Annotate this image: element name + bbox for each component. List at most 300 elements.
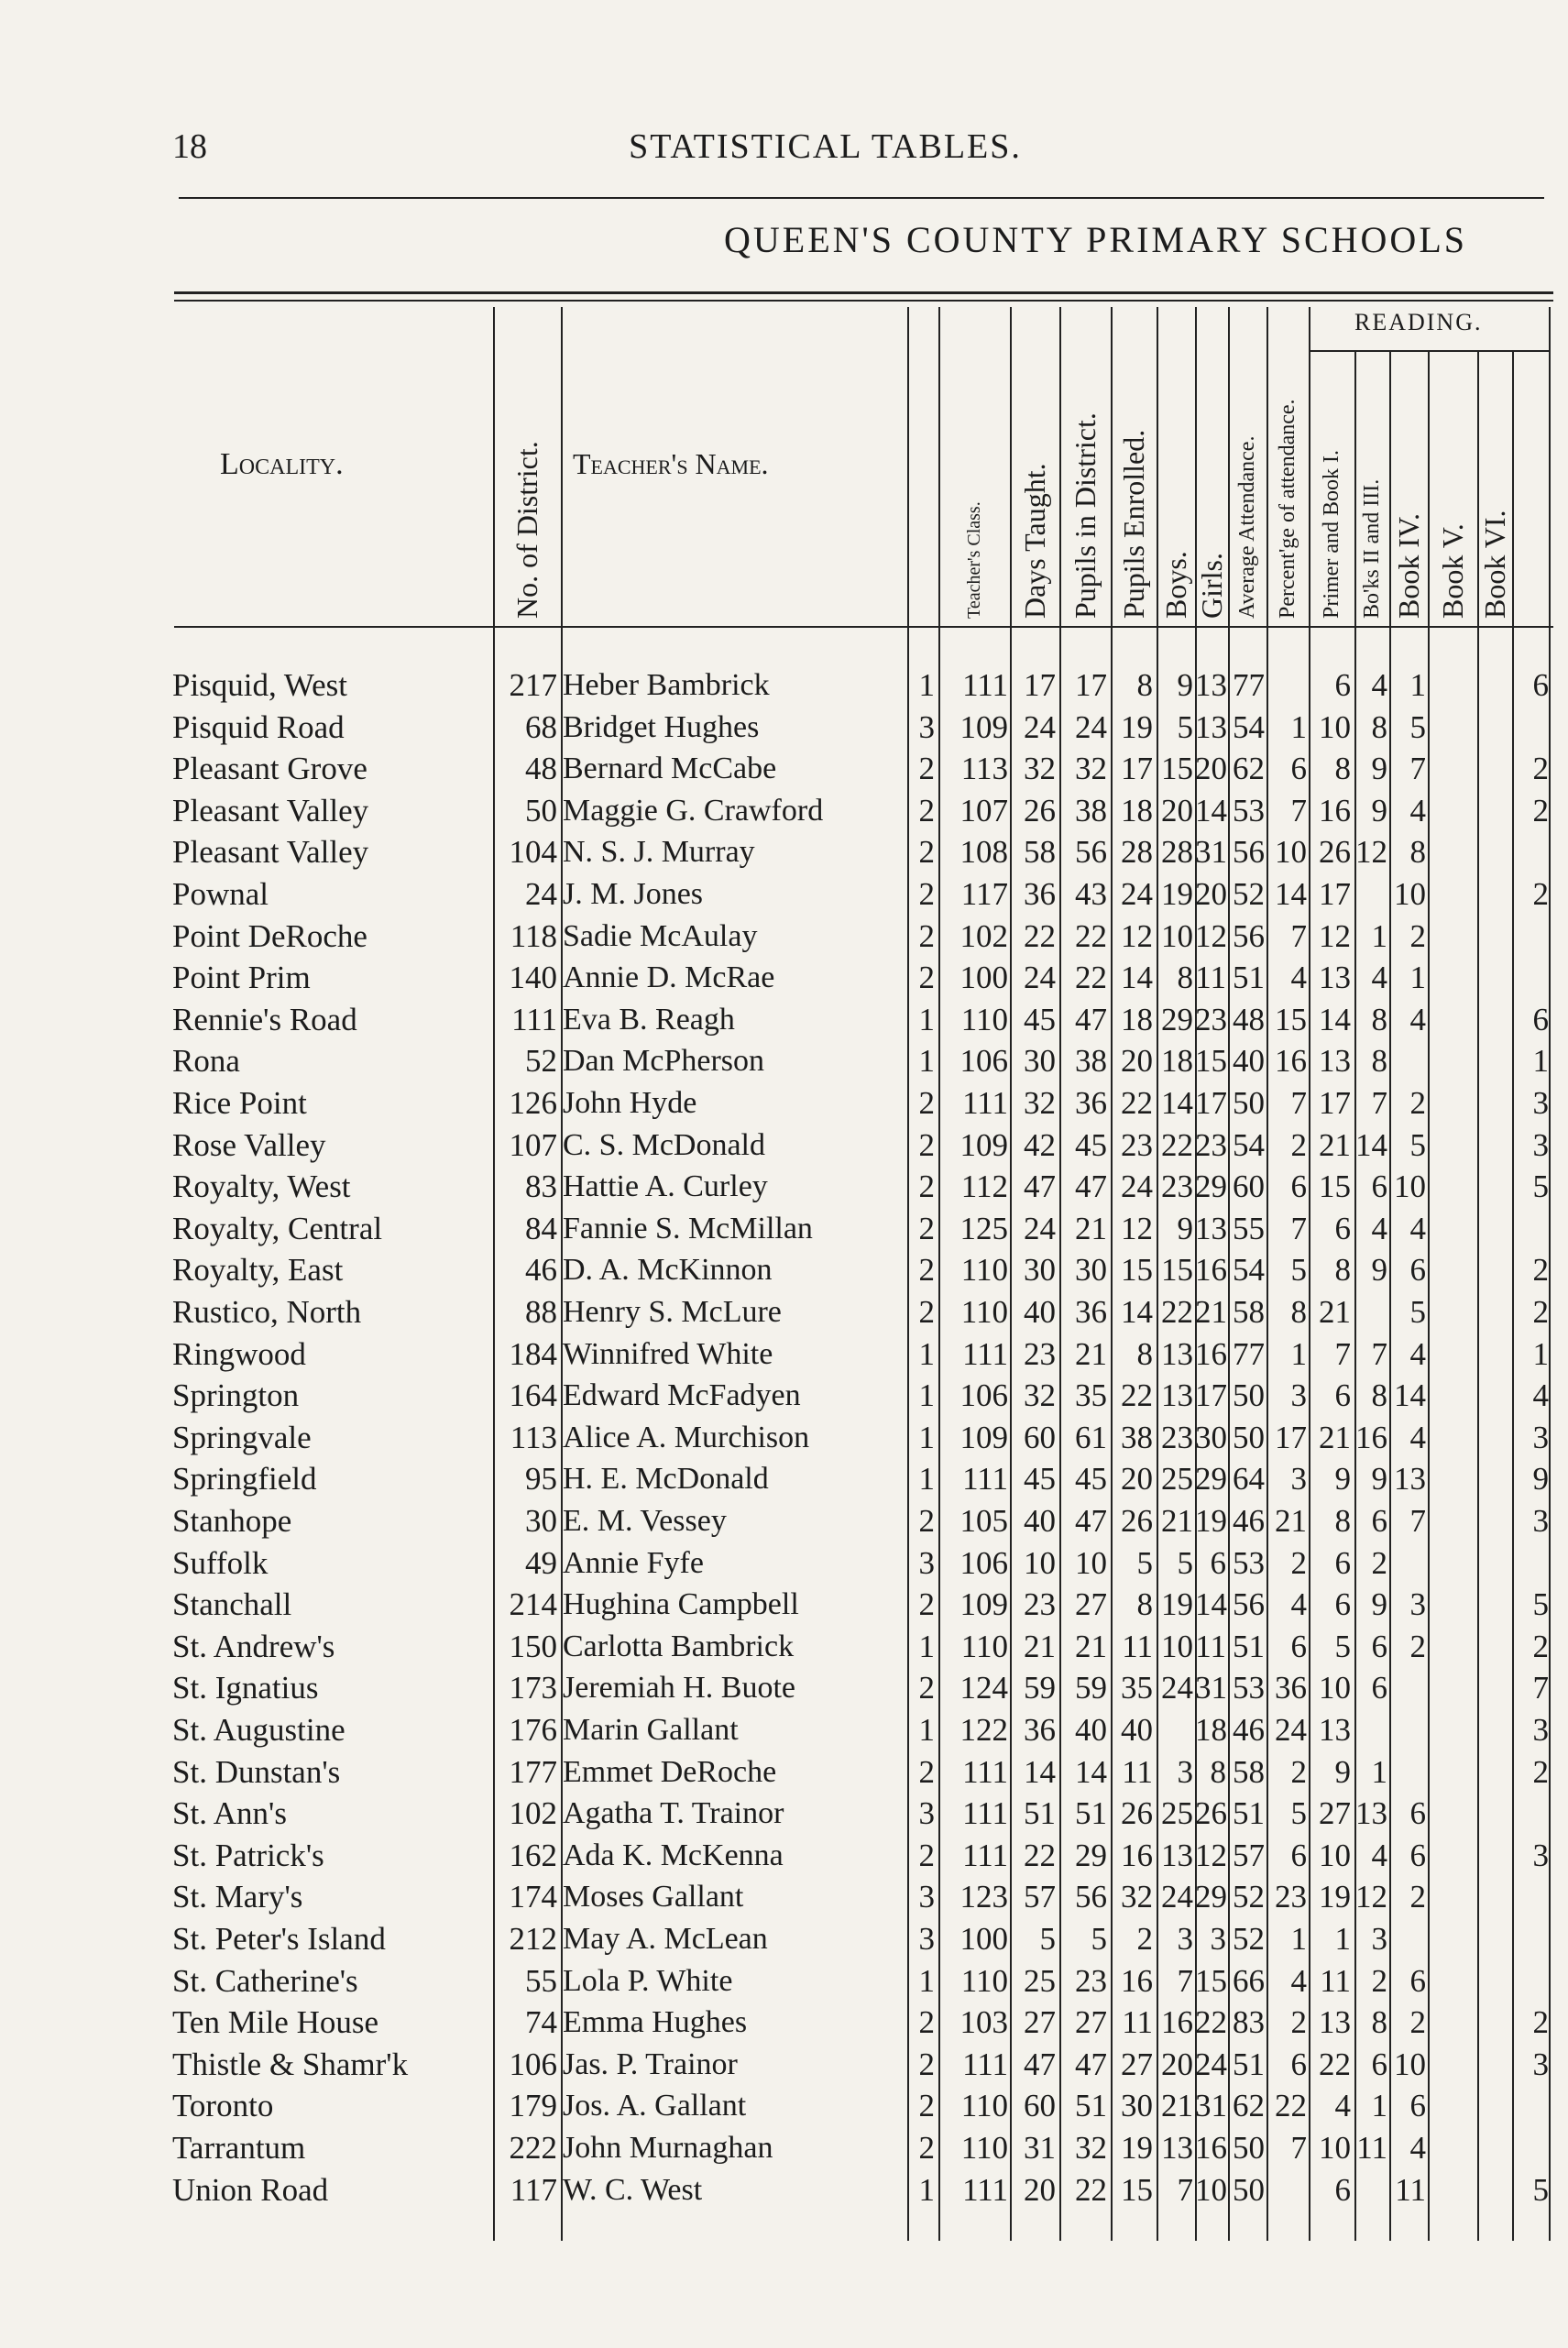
primer-book-1-cell: 2 [1290, 2004, 1307, 2041]
book-4-cell: 11 [1356, 2130, 1387, 2166]
percent-attendance-cell: 46 [1233, 1503, 1265, 1539]
book-4-cell: 12 [1355, 834, 1387, 871]
boys-cell: 26 [1121, 1503, 1153, 1539]
district-number-cell: 150 [509, 1628, 557, 1664]
district-number-cell: 107 [509, 1126, 557, 1163]
boys-cell: 11 [1122, 1753, 1153, 1790]
teacher-class-cell: 1 [918, 2171, 935, 2208]
locality-cell: Pleasant Valley [172, 834, 369, 871]
pupils-enrolled-cell: 45 [1075, 1126, 1107, 1163]
girls-cell: 20 [1161, 792, 1193, 828]
days-taught-cell: 111 [962, 1795, 1008, 1832]
district-number-cell: 179 [509, 2088, 557, 2124]
teacher-class-cell: 3 [918, 1921, 935, 1957]
percent-attendance-cell: 50 [1233, 2130, 1265, 2166]
teacher-name-cell: John Hyde [563, 1086, 697, 1120]
boys-cell: 8 [1136, 1586, 1153, 1623]
boys-cell: 20 [1121, 1461, 1153, 1498]
book-4-cell: 4 [1371, 1210, 1387, 1246]
days-taught-cell: 123 [959, 1879, 1008, 1915]
locality-cell: Rose Valley [172, 1126, 326, 1163]
district-number-cell: 118 [510, 917, 557, 954]
pupils-in-district-cell: 60 [1024, 1419, 1056, 1455]
days-taught-cell: 108 [959, 834, 1008, 871]
books-2-3-cell: 13 [1319, 2004, 1351, 2041]
pupils-enrolled-cell: 5 [1091, 1921, 1107, 1957]
primer-book-1-cell: 8 [1290, 1294, 1307, 1330]
boys-cell: 8 [1136, 1335, 1153, 1372]
teacher-class-cell: 2 [918, 1670, 935, 1706]
days-taught-cell: 109 [959, 1126, 1008, 1163]
pupils-enrolled-cell: 38 [1075, 1043, 1107, 1080]
percent-attendance-cell: 53 [1233, 792, 1265, 828]
book-6-cell: 9 [1532, 1461, 1549, 1498]
days-taught-cell: 106 [959, 1043, 1008, 1080]
pupils-enrolled-cell: 61 [1075, 1419, 1107, 1455]
locality-cell: Toronto [172, 2088, 274, 2124]
percent-attendance-cell: 52 [1233, 1921, 1265, 1957]
book-6-cell: 6 [1532, 1001, 1549, 1037]
girls-cell: 7 [1177, 2171, 1193, 2208]
locality-cell: Royalty, East [172, 1252, 344, 1289]
girls-cell: 14 [1161, 1085, 1193, 1121]
primer-book-1-cell: 1 [1290, 1335, 1307, 1372]
teacher-class-cell: 3 [918, 1795, 935, 1832]
header-book-6: Book VI. [1478, 510, 1512, 619]
primer-book-1-cell: 21 [1275, 1503, 1307, 1539]
average-attendance-cell: 14 [1195, 792, 1227, 828]
days-taught-cell: 106 [959, 1544, 1008, 1581]
book-5-cell: 14 [1394, 1377, 1426, 1414]
days-taught-cell: 106 [959, 1377, 1008, 1414]
book-5-cell: 6 [1409, 1837, 1426, 1873]
teacher-name-cell: Emma Hughes [563, 2005, 748, 2040]
district-number-cell: 117 [510, 2171, 557, 2208]
teacher-name-cell: Bernard McCabe [563, 752, 777, 786]
teacher-class-cell: 2 [918, 2046, 935, 2082]
days-taught-cell: 102 [959, 917, 1008, 954]
book-4-cell: 8 [1371, 1043, 1387, 1080]
girls-cell: 7 [1177, 1962, 1193, 1999]
girls-cell: 19 [1161, 876, 1193, 912]
percent-attendance-cell: 48 [1233, 1001, 1265, 1037]
books-2-3-cell: 19 [1319, 1879, 1351, 1915]
pupils-enrolled-cell: 38 [1075, 792, 1107, 828]
book-6-cell: 2 [1532, 751, 1549, 787]
teacher-name-cell: Lola P. White [563, 1963, 733, 1998]
book-6-cell: 5 [1532, 1586, 1549, 1623]
book-4-cell: 6 [1371, 1670, 1387, 1706]
teacher-name-cell: John Murnaghan [563, 2131, 773, 2165]
book-6-cell: 3 [1532, 1085, 1549, 1121]
average-attendance-cell: 29 [1195, 1461, 1227, 1498]
boys-cell: 27 [1121, 2046, 1153, 2082]
pupils-in-district-cell: 30 [1024, 1252, 1056, 1289]
pupils-in-district-cell: 24 [1024, 708, 1056, 745]
primer-book-1-cell: 7 [1290, 2130, 1307, 2166]
books-2-3-cell: 7 [1334, 1335, 1351, 1372]
header-girls: Girls. [1195, 553, 1229, 619]
average-attendance-cell: 20 [1195, 751, 1227, 787]
teacher-name-cell: Ada K. McKenna [563, 1838, 784, 1872]
header-pupils-in-district: Pupils in District. [1069, 412, 1102, 619]
boys-cell: 19 [1121, 2130, 1153, 2166]
locality-cell: St. Dunstan's [172, 1753, 341, 1790]
books-2-3-cell: 21 [1319, 1294, 1351, 1330]
boys-cell: 23 [1121, 1126, 1153, 1163]
girls-cell: 3 [1177, 1921, 1193, 1957]
girls-cell: 13 [1161, 1377, 1193, 1414]
header-boys: Boys. [1159, 551, 1193, 619]
district-number-cell: 46 [525, 1252, 557, 1289]
days-taught-cell: 125 [959, 1210, 1008, 1246]
book-5-cell: 8 [1409, 834, 1426, 871]
district-number-cell: 111 [511, 1001, 557, 1037]
header-pupils-enrolled: Pupils Enrolled. [1117, 429, 1151, 619]
book-5-cell: 1 [1409, 667, 1426, 703]
teacher-name-cell: Marin Gallant [563, 1713, 739, 1747]
pupils-in-district-cell: 14 [1024, 1753, 1056, 1790]
percent-attendance-cell: 51 [1233, 1795, 1265, 1832]
teacher-name-cell: Jos. A. Gallant [563, 2089, 747, 2123]
girls-cell: 13 [1161, 1837, 1193, 1873]
primer-book-1-cell: 3 [1290, 1377, 1307, 1414]
district-number-cell: 74 [525, 2004, 557, 2041]
books-2-3-cell: 22 [1319, 2046, 1351, 2082]
book-5-cell: 6 [1409, 1962, 1426, 1999]
book-4-cell: 9 [1371, 1586, 1387, 1623]
days-taught-cell: 110 [960, 2130, 1008, 2166]
book-4-cell: 4 [1371, 960, 1387, 996]
pupils-enrolled-cell: 27 [1075, 1586, 1107, 1623]
percent-attendance-cell: 56 [1233, 1586, 1265, 1623]
district-number-cell: 184 [509, 1335, 557, 1372]
book-6-cell: 3 [1532, 1419, 1549, 1455]
girls-cell: 23 [1161, 1419, 1193, 1455]
pupils-in-district-cell: 57 [1024, 1879, 1056, 1915]
boys-cell: 16 [1121, 1962, 1153, 1999]
days-taught-cell: 105 [959, 1503, 1008, 1539]
teacher-name-cell: Hughina Campbell [563, 1587, 799, 1622]
locality-cell: Rice Point [172, 1085, 307, 1121]
book-4-cell: 9 [1371, 1252, 1387, 1289]
books-2-3-cell: 15 [1319, 1169, 1351, 1205]
book-4-cell: 6 [1371, 1503, 1387, 1539]
teacher-class-cell: 2 [918, 1252, 935, 1289]
days-taught-cell: 109 [959, 708, 1008, 745]
percent-attendance-cell: 52 [1233, 1879, 1265, 1915]
average-attendance-cell: 8 [1210, 1753, 1226, 1790]
boys-cell: 14 [1121, 1294, 1153, 1330]
book-6-cell: 2 [1532, 1628, 1549, 1664]
district-number-cell: 24 [525, 876, 557, 912]
book-4-cell: 9 [1371, 751, 1387, 787]
pupils-in-district-cell: 27 [1024, 2004, 1056, 2041]
girls-cell: 24 [1161, 1879, 1193, 1915]
percent-attendance-cell: 54 [1233, 708, 1265, 745]
teacher-class-cell: 2 [918, 2088, 935, 2124]
percent-attendance-cell: 53 [1233, 1544, 1265, 1581]
book-5-cell: 6 [1409, 2088, 1426, 2124]
locality-cell: Pisquid Road [172, 708, 345, 745]
teacher-class-cell: 1 [918, 1335, 935, 1372]
boys-cell: 8 [1136, 667, 1153, 703]
book-6-cell: 3 [1532, 1126, 1549, 1163]
teacher-name-cell: Jeremiah H. Buote [563, 1671, 795, 1706]
book-4-cell: 9 [1371, 1461, 1387, 1498]
books-2-3-cell: 26 [1319, 834, 1351, 871]
book-4-cell: 6 [1371, 1628, 1387, 1664]
girls-cell: 20 [1161, 2046, 1193, 2082]
days-taught-cell: 110 [960, 1962, 1008, 1999]
percent-attendance-cell: 64 [1233, 1461, 1265, 1498]
pupils-enrolled-cell: 27 [1075, 2004, 1107, 2041]
book-5-cell: 3 [1409, 1586, 1426, 1623]
percent-attendance-cell: 40 [1233, 1043, 1265, 1080]
pupils-in-district-cell: 17 [1024, 667, 1056, 703]
boys-cell: 40 [1121, 1712, 1153, 1748]
percent-attendance-cell: 53 [1233, 1670, 1265, 1706]
pupils-in-district-cell: 25 [1024, 1962, 1056, 1999]
percent-attendance-cell: 60 [1233, 1169, 1265, 1205]
average-attendance-cell: 29 [1195, 1169, 1227, 1205]
percent-attendance-cell: 50 [1233, 1419, 1265, 1455]
books-2-3-cell: 10 [1319, 708, 1351, 745]
days-taught-cell: 103 [959, 2004, 1008, 2041]
pupils-in-district-cell: 31 [1024, 2130, 1056, 2166]
teacher-name-cell: Alice A. Murchison [563, 1420, 810, 1454]
books-2-3-cell: 6 [1334, 1377, 1351, 1414]
book-6-cell: 2 [1532, 876, 1549, 912]
girls-cell: 22 [1161, 1294, 1193, 1330]
boys-cell: 19 [1121, 708, 1153, 745]
book-6-cell: 1 [1532, 1043, 1549, 1080]
boys-cell: 38 [1121, 1419, 1153, 1455]
girls-cell: 29 [1161, 1001, 1193, 1037]
book-4-cell: 3 [1371, 1921, 1387, 1957]
pupils-enrolled-cell: 40 [1075, 1712, 1107, 1748]
girls-cell: 3 [1177, 1753, 1193, 1790]
girls-cell: 28 [1161, 834, 1193, 871]
header-locality: Locality. [220, 447, 344, 481]
locality-cell: Point DeRoche [172, 917, 367, 954]
girls-cell: 21 [1161, 1503, 1193, 1539]
pupils-enrolled-cell: 24 [1075, 708, 1107, 745]
pupils-in-district-cell: 24 [1024, 960, 1056, 996]
district-number-cell: 50 [525, 792, 557, 828]
primer-book-1-cell: 24 [1275, 1712, 1307, 1748]
book-5-cell: 6 [1409, 1795, 1426, 1832]
primer-book-1-cell: 23 [1275, 1879, 1307, 1915]
book-5-cell: 4 [1409, 792, 1426, 828]
teacher-name-cell: May A. McLean [563, 1922, 768, 1956]
book-5-cell: 4 [1409, 1419, 1426, 1455]
book-6-cell: 2 [1532, 1252, 1549, 1289]
days-taught-cell: 117 [960, 876, 1008, 912]
locality-cell: Royalty, Central [172, 1210, 383, 1246]
district-number-cell: 140 [509, 960, 557, 996]
book-4-cell: 1 [1371, 2088, 1387, 2124]
average-attendance-cell: 16 [1195, 1252, 1227, 1289]
girls-cell: 10 [1161, 1628, 1193, 1664]
book-6-cell: 3 [1532, 1837, 1549, 1873]
percent-attendance-cell: 54 [1233, 1252, 1265, 1289]
teacher-class-cell: 3 [918, 708, 935, 745]
book-5-cell: 13 [1394, 1461, 1426, 1498]
average-attendance-cell: 15 [1195, 1043, 1227, 1080]
pupils-enrolled-cell: 51 [1075, 2088, 1107, 2124]
locality-cell: St. Catherine's [172, 1962, 358, 1999]
percent-attendance-cell: 83 [1233, 2004, 1265, 2041]
locality-cell: Thistle & Shamr'k [172, 2046, 409, 2082]
locality-cell: Springvale [172, 1419, 312, 1455]
locality-cell: Union Road [172, 2171, 329, 2208]
district-number-cell: 84 [525, 1210, 557, 1246]
average-attendance-cell: 22 [1195, 2004, 1227, 2041]
column-rule [1428, 350, 1430, 2241]
book-6-cell: 4 [1532, 1377, 1549, 1414]
column-rule [1549, 307, 1551, 2241]
percent-attendance-cell: 50 [1233, 2171, 1265, 2208]
locality-cell: Ringwood [172, 1335, 306, 1372]
header-books-2-3: Bo'ks II and III. [1359, 478, 1384, 619]
pupils-in-district-cell: 23 [1024, 1586, 1056, 1623]
district-number-cell: 222 [509, 2130, 557, 2166]
average-attendance-cell: 20 [1195, 876, 1227, 912]
teacher-class-cell: 2 [918, 1753, 935, 1790]
days-taught-cell: 109 [959, 1419, 1008, 1455]
pupils-in-district-cell: 20 [1024, 2171, 1056, 2208]
district-number-cell: 113 [510, 1419, 557, 1455]
header-bottom-rule [174, 626, 1553, 628]
district-number-cell: 68 [525, 708, 557, 745]
girls-cell: 15 [1161, 1252, 1193, 1289]
book-6-cell: 2 [1532, 792, 1549, 828]
girls-cell: 8 [1177, 960, 1193, 996]
pupils-enrolled-cell: 56 [1075, 1879, 1107, 1915]
boys-cell: 18 [1121, 1001, 1153, 1037]
books-2-3-cell: 17 [1319, 1085, 1351, 1121]
days-taught-cell: 110 [960, 1001, 1008, 1037]
book-5-cell: 10 [1394, 2046, 1426, 2082]
district-number-cell: 164 [509, 1377, 557, 1414]
days-taught-cell: 111 [962, 667, 1008, 703]
days-taught-cell: 112 [960, 1169, 1008, 1205]
primer-book-1-cell: 7 [1290, 792, 1307, 828]
pupils-in-district-cell: 5 [1039, 1921, 1056, 1957]
average-attendance-cell: 24 [1195, 2046, 1227, 2082]
boys-cell: 18 [1121, 792, 1153, 828]
percent-attendance-cell: 62 [1233, 2088, 1265, 2124]
teacher-class-cell: 2 [918, 792, 935, 828]
teacher-class-cell: 2 [918, 1586, 935, 1623]
percent-attendance-cell: 50 [1233, 1377, 1265, 1414]
average-attendance-cell: 31 [1195, 2088, 1227, 2124]
book-4-cell: 2 [1371, 1962, 1387, 1999]
district-number-cell: 162 [509, 1837, 557, 1873]
district-number-cell: 88 [525, 1294, 557, 1330]
boys-cell: 26 [1121, 1795, 1153, 1832]
district-number-cell: 52 [525, 1043, 557, 1080]
book-4-cell: 14 [1355, 1126, 1387, 1163]
pupils-enrolled-cell: 32 [1075, 2130, 1107, 2166]
percent-attendance-cell: 55 [1233, 1210, 1265, 1246]
average-attendance-cell: 17 [1195, 1085, 1227, 1121]
pupils-enrolled-cell: 47 [1075, 1169, 1107, 1205]
books-2-3-cell: 13 [1319, 1043, 1351, 1080]
percent-attendance-cell: 50 [1233, 1085, 1265, 1121]
boys-cell: 32 [1121, 1879, 1153, 1915]
days-taught-cell: 124 [959, 1670, 1008, 1706]
locality-cell: Pleasant Grove [172, 751, 367, 787]
district-number-cell: 102 [509, 1795, 557, 1832]
locality-cell: Stanhope [172, 1503, 292, 1539]
book-6-cell: 5 [1532, 1169, 1549, 1205]
teacher-class-cell: 2 [918, 1169, 935, 1205]
teacher-class-cell: 2 [918, 2130, 935, 2166]
header-days-taught: Days Taught. [1018, 463, 1052, 619]
books-2-3-cell: 6 [1334, 1544, 1351, 1581]
teacher-class-cell: 2 [918, 751, 935, 787]
pupils-enrolled-cell: 51 [1075, 1795, 1107, 1832]
teacher-name-cell: J. M. Jones [563, 877, 704, 911]
teacher-class-cell: 2 [918, 1085, 935, 1121]
district-number-cell: 106 [509, 2046, 557, 2082]
teacher-name-cell: Carlotta Bambrick [563, 1629, 795, 1663]
teacher-class-cell: 1 [918, 1461, 935, 1498]
locality-cell: St. Augustine [172, 1712, 345, 1748]
average-attendance-cell: 26 [1195, 1795, 1227, 1832]
book-5-cell: 4 [1409, 1335, 1426, 1372]
district-number-cell: 212 [509, 1921, 557, 1957]
pupils-enrolled-cell: 59 [1075, 1670, 1107, 1706]
average-attendance-cell: 11 [1195, 1628, 1226, 1664]
teacher-class-cell: 2 [918, 1126, 935, 1163]
boys-cell: 11 [1122, 1628, 1153, 1664]
locality-cell: Rennie's Road [172, 1001, 357, 1037]
primer-book-1-cell: 3 [1290, 1461, 1307, 1498]
book-6-cell: 6 [1532, 667, 1549, 703]
teacher-name-cell: Dan McPherson [563, 1044, 765, 1079]
girls-cell: 5 [1177, 708, 1193, 745]
average-attendance-cell: 3 [1210, 1921, 1226, 1957]
percent-attendance-cell: 56 [1233, 917, 1265, 954]
teacher-class-cell: 1 [918, 1377, 935, 1414]
boys-cell: 2 [1136, 1921, 1153, 1957]
primer-book-1-cell: 2 [1290, 1126, 1307, 1163]
girls-cell: 22 [1161, 1126, 1193, 1163]
average-attendance-cell: 19 [1195, 1503, 1227, 1539]
teacher-class-cell: 1 [918, 1962, 935, 1999]
teacher-name-cell: Hattie A. Curley [563, 1169, 768, 1204]
header-teacher-class: Teacher's Class. [964, 501, 984, 619]
book-6-cell: 2 [1532, 2004, 1549, 2041]
pupils-enrolled-cell: 47 [1075, 1503, 1107, 1539]
teacher-name-cell: Fannie S. McMillan [563, 1211, 813, 1245]
books-2-3-cell: 1 [1334, 1921, 1351, 1957]
teacher-name-cell: Bridget Hughes [563, 709, 760, 744]
percent-attendance-cell: 77 [1233, 667, 1265, 703]
pupils-in-district-cell: 24 [1024, 1210, 1056, 1246]
district-number-cell: 48 [525, 751, 557, 787]
boys-cell: 30 [1121, 2088, 1153, 2124]
average-attendance-cell: 13 [1195, 708, 1227, 745]
pupils-enrolled-cell: 22 [1075, 960, 1107, 996]
primer-book-1-cell: 36 [1275, 1670, 1307, 1706]
pupils-in-district-cell: 40 [1024, 1503, 1056, 1539]
books-2-3-cell: 16 [1319, 792, 1351, 828]
teacher-class-cell: 3 [918, 1544, 935, 1581]
